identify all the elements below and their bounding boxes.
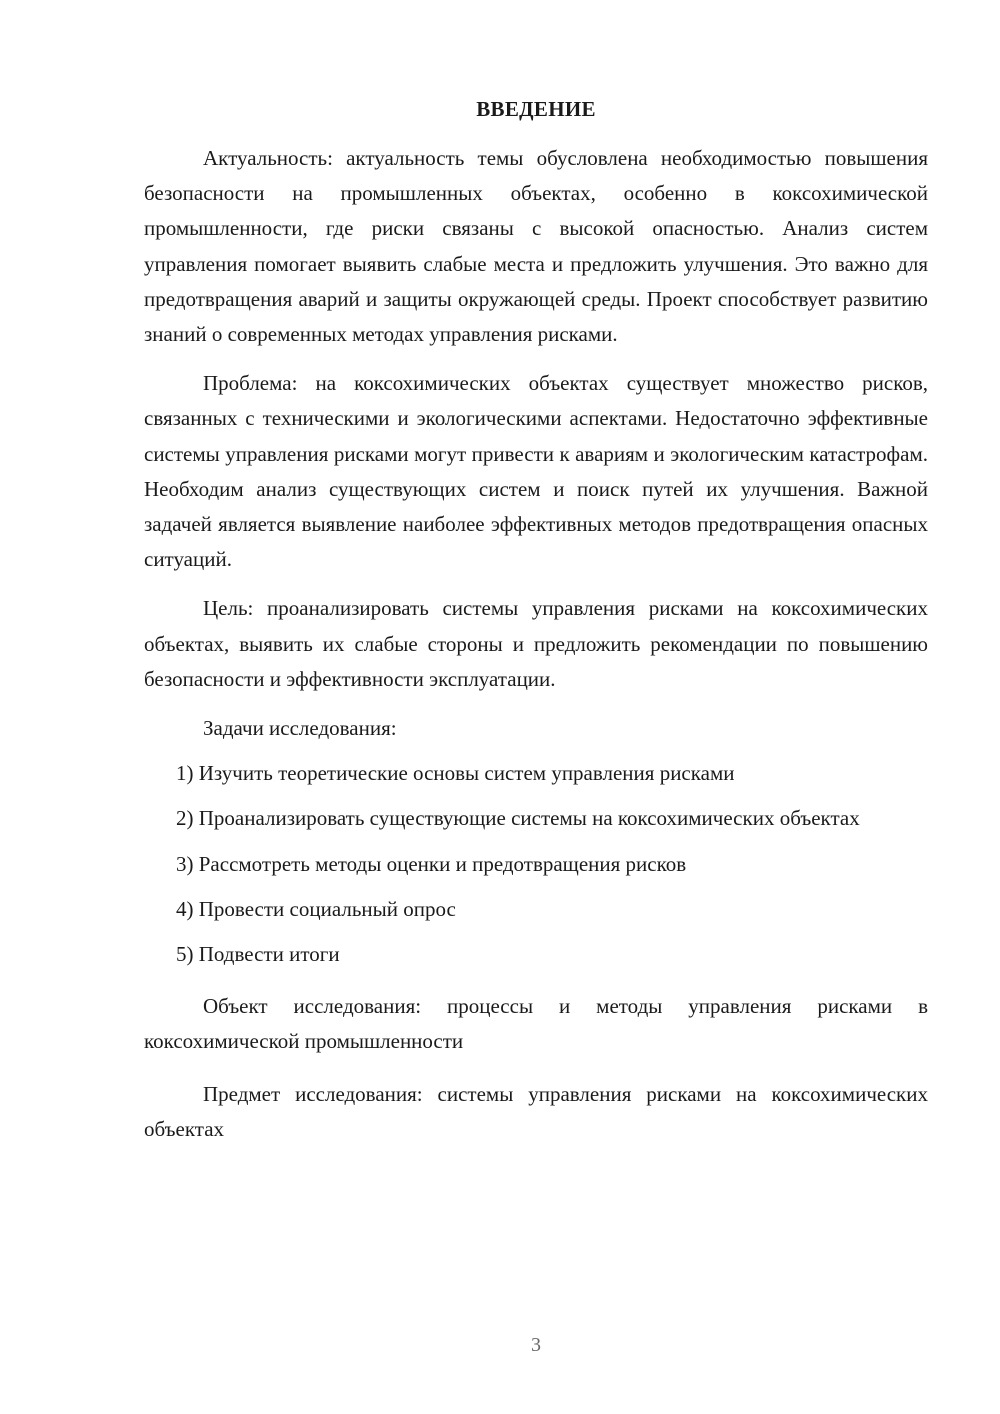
task-item-5: 5) Подвести итоги bbox=[176, 942, 340, 967]
tasks-heading: Задачи исследования: bbox=[203, 716, 397, 741]
research-subject-paragraph: Предмет исследования: системы управления рисками на коксохимических объектах bbox=[144, 1081, 928, 1141]
relevance-paragraph: Актуальность: актуальность темы обусловлена необходимостью повышения безопасности на промышленных объектах, особенно в коксохимической промышленности, где риски связаны с высокой опасностью. Анализ систем управления помогает выявить слабые места и предложить улучшения. Это важно для предотвращения аварий и защиты окружающей среды. Проект способствует развитию знаний о современных методах управления рисками. bbox=[144, 146, 928, 347]
goal-paragraph: Цель: проанализировать системы управления рисками на коксохимических объектах, выявить их слабые стороны и предложить рекомендации по повышению безопасности и эффективности эксплуатации. bbox=[144, 596, 928, 691]
problem-paragraph: Проблема: на коксохимических объектах существует множество рисков, связанных с техническими и экологическими аспектами. Недостаточно эффективные системы управления рисками могут привести к авариям и экологическим катастрофам. Необходим анализ существующих систем и поиск путей их улучшения. Важной задачей является выявление наиболее эффективных методов предотвращения опасных ситуаций. bbox=[144, 371, 928, 572]
task-item-3: 3) Рассмотреть методы оценки и предотвращения рисков bbox=[176, 851, 687, 876]
task-item-1: 1) Изучить теоретические основы систем управления рисками bbox=[176, 761, 735, 786]
body-text bbox=[144, 141, 928, 1147]
page-number: 3 bbox=[531, 1334, 541, 1356]
task-item-4: 4) Провести социальный опрос bbox=[176, 896, 456, 921]
task-item-2: 2) Проанализировать существующие системы на коксохимических объектах bbox=[176, 806, 860, 831]
research-object-paragraph: Объект исследования: процессы и методы управления рисками в коксохимической промышленности bbox=[144, 994, 928, 1054]
section-title: ВВЕДЕНИЕ bbox=[476, 97, 596, 121]
